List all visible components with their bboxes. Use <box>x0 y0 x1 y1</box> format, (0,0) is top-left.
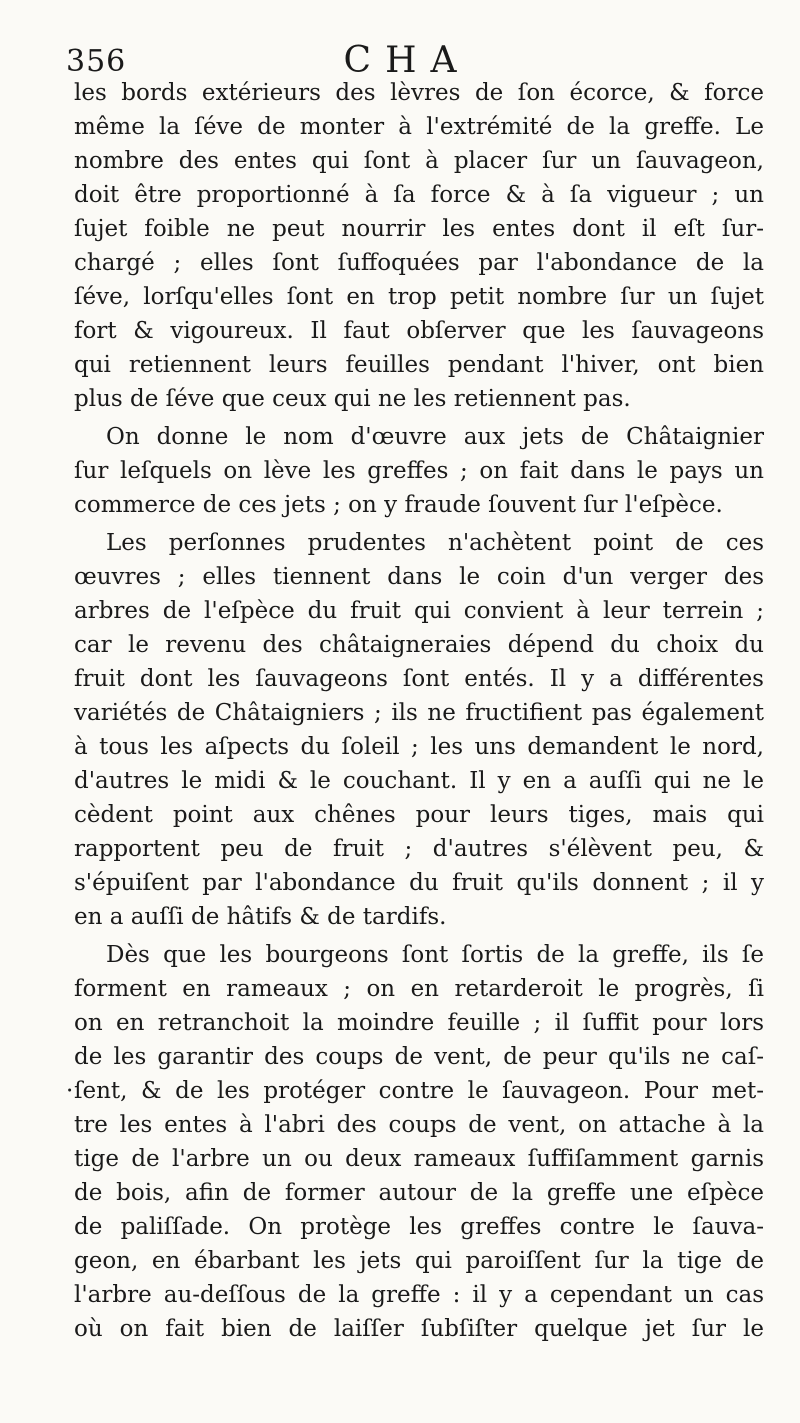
text-line: arbres de l'eſpèce du fruit qui convient à leur terrein ; <box>74 598 764 624</box>
text-line: tre les entes à l'abri des coups de vent, on attache à la <box>74 1112 764 1138</box>
text-line: fruit dont les ſauvageons ſont entés. Il y a différentes <box>74 666 764 692</box>
text-line: car le revenu des châtaigneraies dépend du choix du <box>74 632 764 658</box>
text-line <box>66 1074 764 1108</box>
text-line: On donne le nom d'œuvre aux jets de Châtaignier <box>106 424 764 450</box>
running-head: CHA <box>343 40 471 81</box>
text-line: ſur leſquels on lève les greffes ; on fait dans le pays un <box>74 458 764 484</box>
text-line: chargé ; elles ſont ſuffoquées par l'abondance de la <box>74 250 764 276</box>
text-line: geon, en ébarbant les jets qui paroiſſent ſur la tige de <box>74 1248 764 1274</box>
margin-mark: · <box>66 1078 74 1104</box>
text-line: doit être proportionné à ſa force & à ſa vigueur ; un <box>74 182 764 208</box>
body-text <box>66 76 764 1346</box>
text-line: fort & vigoureux. Il faut obſerver que les ſauvageons <box>74 318 764 344</box>
text-line: qui retiennent leurs feuilles pendant l'hiver, ont bien <box>74 352 764 378</box>
text-line: les bords extérieurs des lèvres de ſon écorce, & force <box>74 80 764 106</box>
text-line: même la ſéve de monter à l'extrémité de la greffe. Le <box>74 114 764 140</box>
text-line: de les garantir des coups de vent, de peur qu'ils ne caſ- <box>74 1044 764 1070</box>
text-line: d'autres le midi & le couchant. Il y en a auſſi qui ne le <box>74 768 764 794</box>
text-line: en a auſſi de hâtifs & de tardifs. <box>74 904 447 930</box>
text-line: variétés de Châtaigniers ; ils ne fructifient pas également <box>74 700 764 726</box>
text-line: rapportent peu de fruit ; d'autres s'élèvent peu, & <box>74 836 764 862</box>
page-number: 356 <box>66 44 127 79</box>
text-line: ſujet foible ne peut nourrir les entes dont il eſt ſur- <box>74 216 764 242</box>
text-line: Les perſonnes prudentes n'achètent point de ces <box>106 530 764 556</box>
text-line-content: ſent, & de les protéger contre le ſauvageon. Pour met- <box>74 1078 764 1104</box>
text-line: œuvres ; elles tiennent dans le coin d'un verger des <box>74 564 764 590</box>
text-line: Dès que les bourgeons ſont ſortis de la greffe, ils ſe <box>106 942 764 968</box>
text-line: à tous les aſpects du ſoleil ; les uns demandent le nord, <box>74 734 764 760</box>
text-line: de paliſſade. On protège les greffes contre le ſauva- <box>74 1214 764 1240</box>
text-line: l'arbre au-deſſous de la greffe : il y a cependant un cas <box>74 1282 764 1308</box>
text-line: forment en rameaux ; on en retarderoit le progrès, ſi <box>74 976 764 1002</box>
text-line: plus de ſéve que ceux qui ne les retiennent pas. <box>74 386 631 412</box>
text-line: commerce de ces jets ; on y fraude ſouvent ſur l'eſpèce. <box>74 492 723 518</box>
text-line: s'épuiſent par l'abondance du fruit qu'ils donnent ; il y <box>74 870 764 896</box>
text-line: on en retranchoit la moindre feuille ; il ſuffit pour lors <box>74 1010 764 1036</box>
text-line: cèdent point aux chênes pour leurs tiges, mais qui <box>74 802 764 828</box>
text-line: ſéve, lorſqu'elles ſont en trop petit nombre ſur un ſujet <box>74 284 764 310</box>
text-line: tige de l'arbre un ou deux rameaux ſuffiſamment garnis <box>74 1146 764 1172</box>
text-line: où on fait bien de laiſſer ſubſiſter quelque jet ſur le <box>74 1316 764 1342</box>
text-line: nombre des entes qui ſont à placer ſur un ſauvageon, <box>74 148 764 174</box>
text-line: de bois, afin de former autour de la greffe une eſpèce <box>74 1180 764 1206</box>
